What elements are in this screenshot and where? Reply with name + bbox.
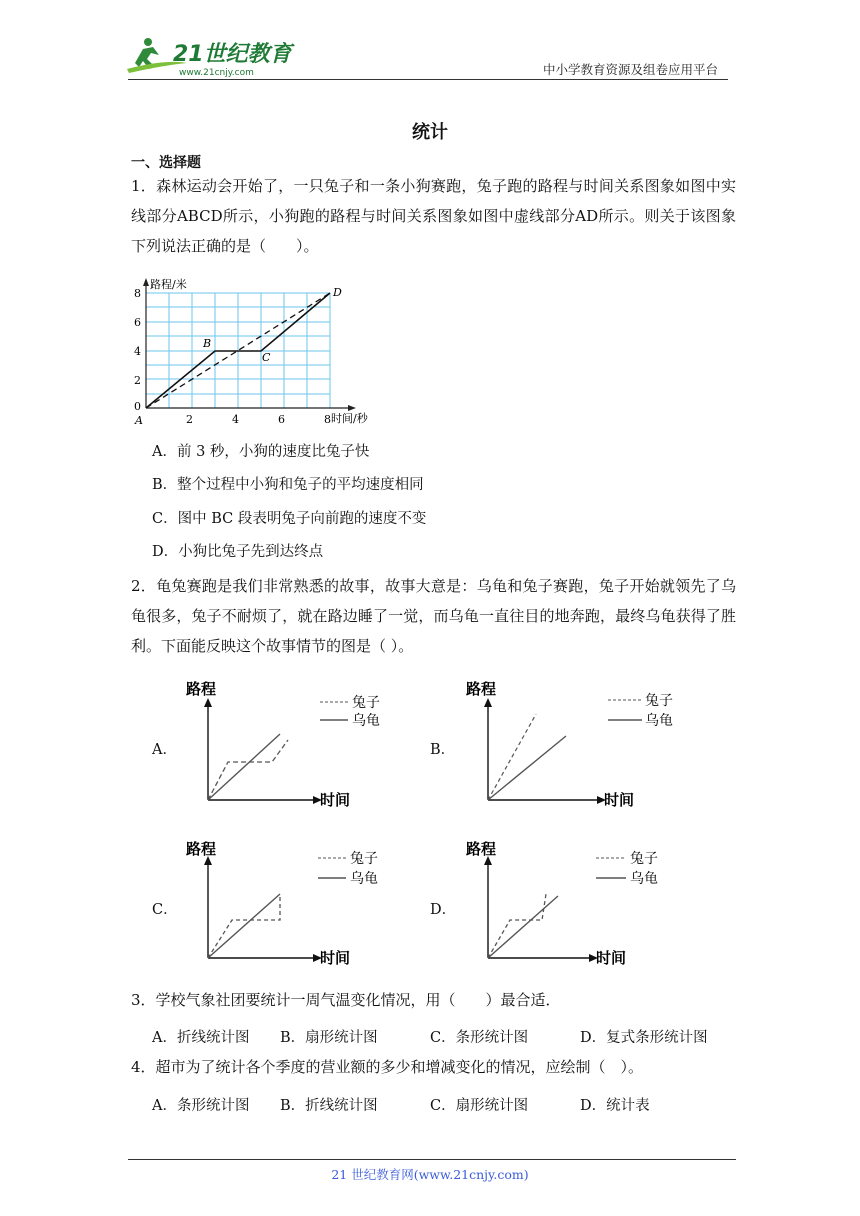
question-2-stem: 2．龟兔赛跑是我们非常熟悉的故事，故事大意是：乌龟和兔子赛跑，兔子开始就领先了乌龟很多，兔子不耐烦了，就在路边睡了一觉，而乌龟一直往目的地奔跑，最终乌龟获得了胜利。下面能反映这个故事情节的图是（ ）。: [131, 577, 736, 655]
q2d-x-label: 时间: [596, 949, 627, 967]
q4-option-a[interactable]: A．条形统计图: [152, 1098, 250, 1114]
site-logo: [125, 33, 290, 79]
q1-y-label: 路程/米: [150, 278, 187, 291]
q1-y-tick: 4: [134, 345, 141, 358]
q1-y-tick: 2: [134, 374, 141, 387]
q2c-legend-rabbit: 兔子: [350, 851, 378, 867]
q1-option-c[interactable]: C．图中 BC 段表明兔子向前跑的速度不变: [152, 511, 427, 527]
q4-option-d[interactable]: D．统计表: [580, 1098, 650, 1114]
q2-option-c-label[interactable]: C．: [152, 902, 178, 918]
q1-y-tick: 0: [134, 400, 141, 413]
q2c-legend-turtle: 乌龟: [350, 871, 378, 887]
q1-x-tick: 8: [324, 413, 331, 426]
q2d-legend-turtle: 乌龟: [630, 871, 658, 887]
q2-graph-a[interactable]: [180, 678, 380, 813]
q3-option-c[interactable]: C．条形统计图: [430, 1030, 529, 1046]
q2-graph-b[interactable]: [460, 678, 680, 813]
section-heading: 一、选择题: [131, 155, 201, 171]
question-3-stem: 3．学校气象社团要统计一周气温变化情况，用（ ）最合适．: [131, 991, 561, 1009]
q2-option-a-label[interactable]: A．: [152, 742, 177, 758]
q1-y-tick: 8: [134, 287, 141, 300]
question-1-graph: [128, 275, 388, 425]
q1-x-tick: 2: [186, 413, 193, 426]
q2c-y-label: 路程: [186, 840, 217, 858]
q1-x-label: 时间/秒: [331, 412, 368, 425]
q2a-x-label: 时间: [320, 791, 351, 809]
q2b-x-label: 时间: [604, 791, 635, 809]
q1-x-tick: 6: [278, 413, 285, 426]
q3-option-b[interactable]: B．扇形统计图: [280, 1030, 378, 1046]
point-b: B: [203, 337, 212, 350]
q2c-x-label: 时间: [320, 949, 351, 967]
footer-link[interactable]: 21 世纪教育网(www.21cnjy.com): [331, 1167, 529, 1182]
q2b-legend-turtle: 乌龟: [645, 713, 673, 729]
page-title: 统计: [412, 122, 448, 143]
q2-graph-d[interactable]: [460, 838, 680, 973]
q2d-legend-rabbit: 兔子: [630, 851, 658, 867]
q2d-y-label: 路程: [466, 840, 497, 858]
q2a-y-label: 路程: [186, 680, 217, 698]
q4-option-c[interactable]: C．扇形统计图: [430, 1098, 529, 1114]
q1-y-tick: 6: [134, 316, 141, 329]
q1-option-a[interactable]: A．前 3 秒，小狗的速度比兔子快: [152, 444, 370, 460]
q1-option-d[interactable]: D．小狗比兔子先到达终点: [152, 544, 324, 560]
header-divider: [128, 79, 728, 80]
question-4-stem: 4．超市为了统计各个季度的营业额的多少和增减变化的情况，应绘制（ ）。: [131, 1058, 644, 1076]
q3-option-d[interactable]: D．复式条形统计图: [580, 1030, 708, 1046]
q3-option-a[interactable]: A．折线统计图: [152, 1030, 250, 1046]
q2-option-b-label[interactable]: B．: [430, 742, 456, 758]
question-1-stem: 1．森林运动会开始了，一只兔子和一条小狗赛跑，兔子跑的路程与时间关系图象如图中实线部分ABCD所示，小狗跑的路程与时间关系图象如图中虚线部分AD所示。则关于该图象下列说法正确的是（ ）。: [131, 177, 736, 255]
point-d: D: [333, 286, 342, 299]
q1-x-tick: 4: [232, 413, 239, 426]
q2b-y-label: 路程: [466, 680, 497, 698]
q1-option-b[interactable]: B．整个过程中小狗和兔子的平均速度相同: [152, 477, 424, 493]
q2a-legend-turtle: 乌龟: [352, 713, 380, 729]
q2b-legend-rabbit: 兔子: [645, 693, 673, 709]
logo-text: 21世纪教育: [173, 42, 292, 67]
q2-graph-c[interactable]: [180, 838, 390, 973]
footer-divider: [128, 1159, 736, 1160]
point-c: C: [262, 351, 271, 364]
point-a: A: [135, 414, 143, 427]
q4-option-b[interactable]: B．折线统计图: [280, 1098, 378, 1114]
logo-url: www.21cnjy.com: [179, 68, 254, 78]
q2-option-d-label[interactable]: D．: [430, 902, 457, 918]
header-platform-text: 中小学教育资源及组卷应用平台: [543, 62, 719, 77]
q2a-legend-rabbit: 兔子: [352, 695, 380, 711]
